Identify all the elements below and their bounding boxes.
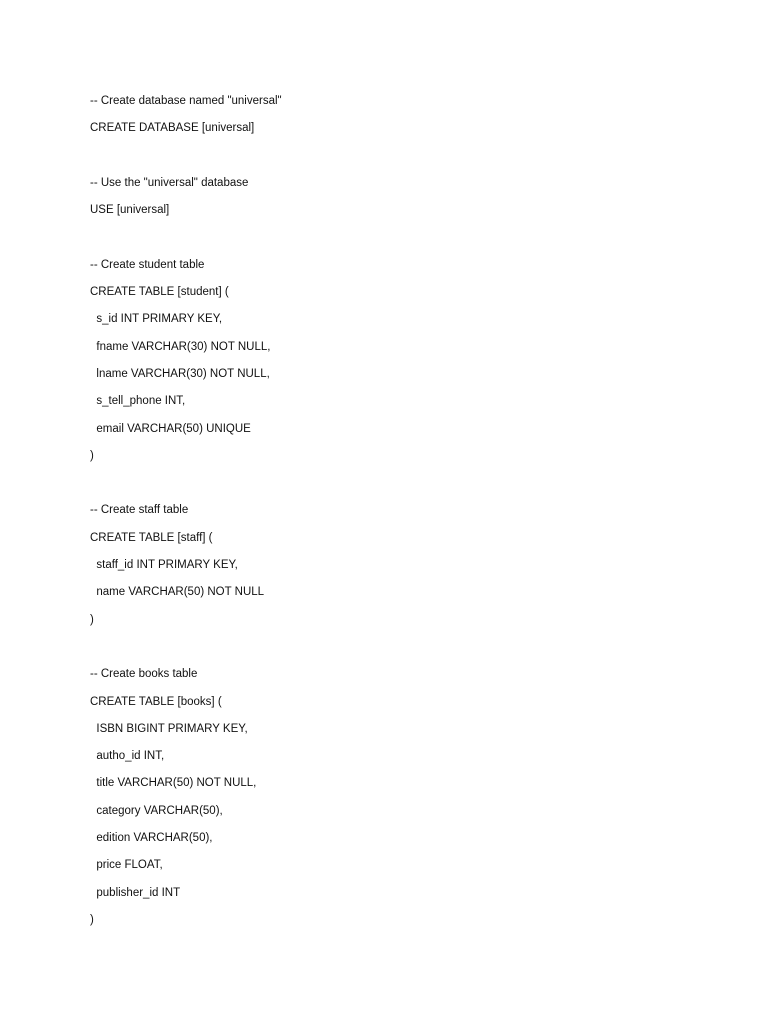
code-line: edition VARCHAR(50), xyxy=(90,832,213,845)
code-line: ) xyxy=(90,613,94,626)
code-line: autho_id INT, xyxy=(90,750,165,763)
blank-line xyxy=(90,229,730,256)
blank-line xyxy=(90,148,730,175)
code-line: title VARCHAR(50) NOT NULL, xyxy=(90,777,257,790)
code-line: staff_id INT PRIMARY KEY, xyxy=(90,559,238,572)
code-line: publisher_id INT xyxy=(90,886,181,899)
comment-line: -- Create student table xyxy=(90,258,205,271)
comment-line: -- Create staff table xyxy=(90,504,189,517)
comment-line: -- Use the "universal" database xyxy=(90,176,249,189)
blank-line xyxy=(90,475,730,502)
code-line: fname VARCHAR(30) NOT NULL, xyxy=(90,340,271,353)
comment-line: -- Create books table xyxy=(90,668,198,681)
code-line: name VARCHAR(50) NOT NULL xyxy=(90,586,265,599)
code-line: s_id INT PRIMARY KEY, xyxy=(90,313,223,326)
sql-script xyxy=(90,93,730,939)
code-line: CREATE TABLE [student] ( xyxy=(90,286,229,299)
comment-line: -- Create database named "universal" xyxy=(90,95,282,107)
code-line: CREATE DATABASE [universal] xyxy=(90,122,255,135)
code-line: email VARCHAR(50) UNIQUE xyxy=(90,422,251,435)
code-line: ) xyxy=(90,913,94,926)
blank-line xyxy=(90,639,730,666)
code-line: CREATE TABLE [staff] ( xyxy=(90,531,213,544)
code-line: CREATE TABLE [books] ( xyxy=(90,695,222,708)
code-line: price FLOAT, xyxy=(90,859,163,872)
code-line: category VARCHAR(50), xyxy=(90,804,223,817)
code-line: lname VARCHAR(30) NOT NULL, xyxy=(90,367,270,380)
code-line: ISBN BIGINT PRIMARY KEY, xyxy=(90,722,248,735)
code-line: s_tell_phone INT, xyxy=(90,395,186,408)
code-line: USE [universal] xyxy=(90,204,170,217)
code-line: ) xyxy=(90,449,94,462)
